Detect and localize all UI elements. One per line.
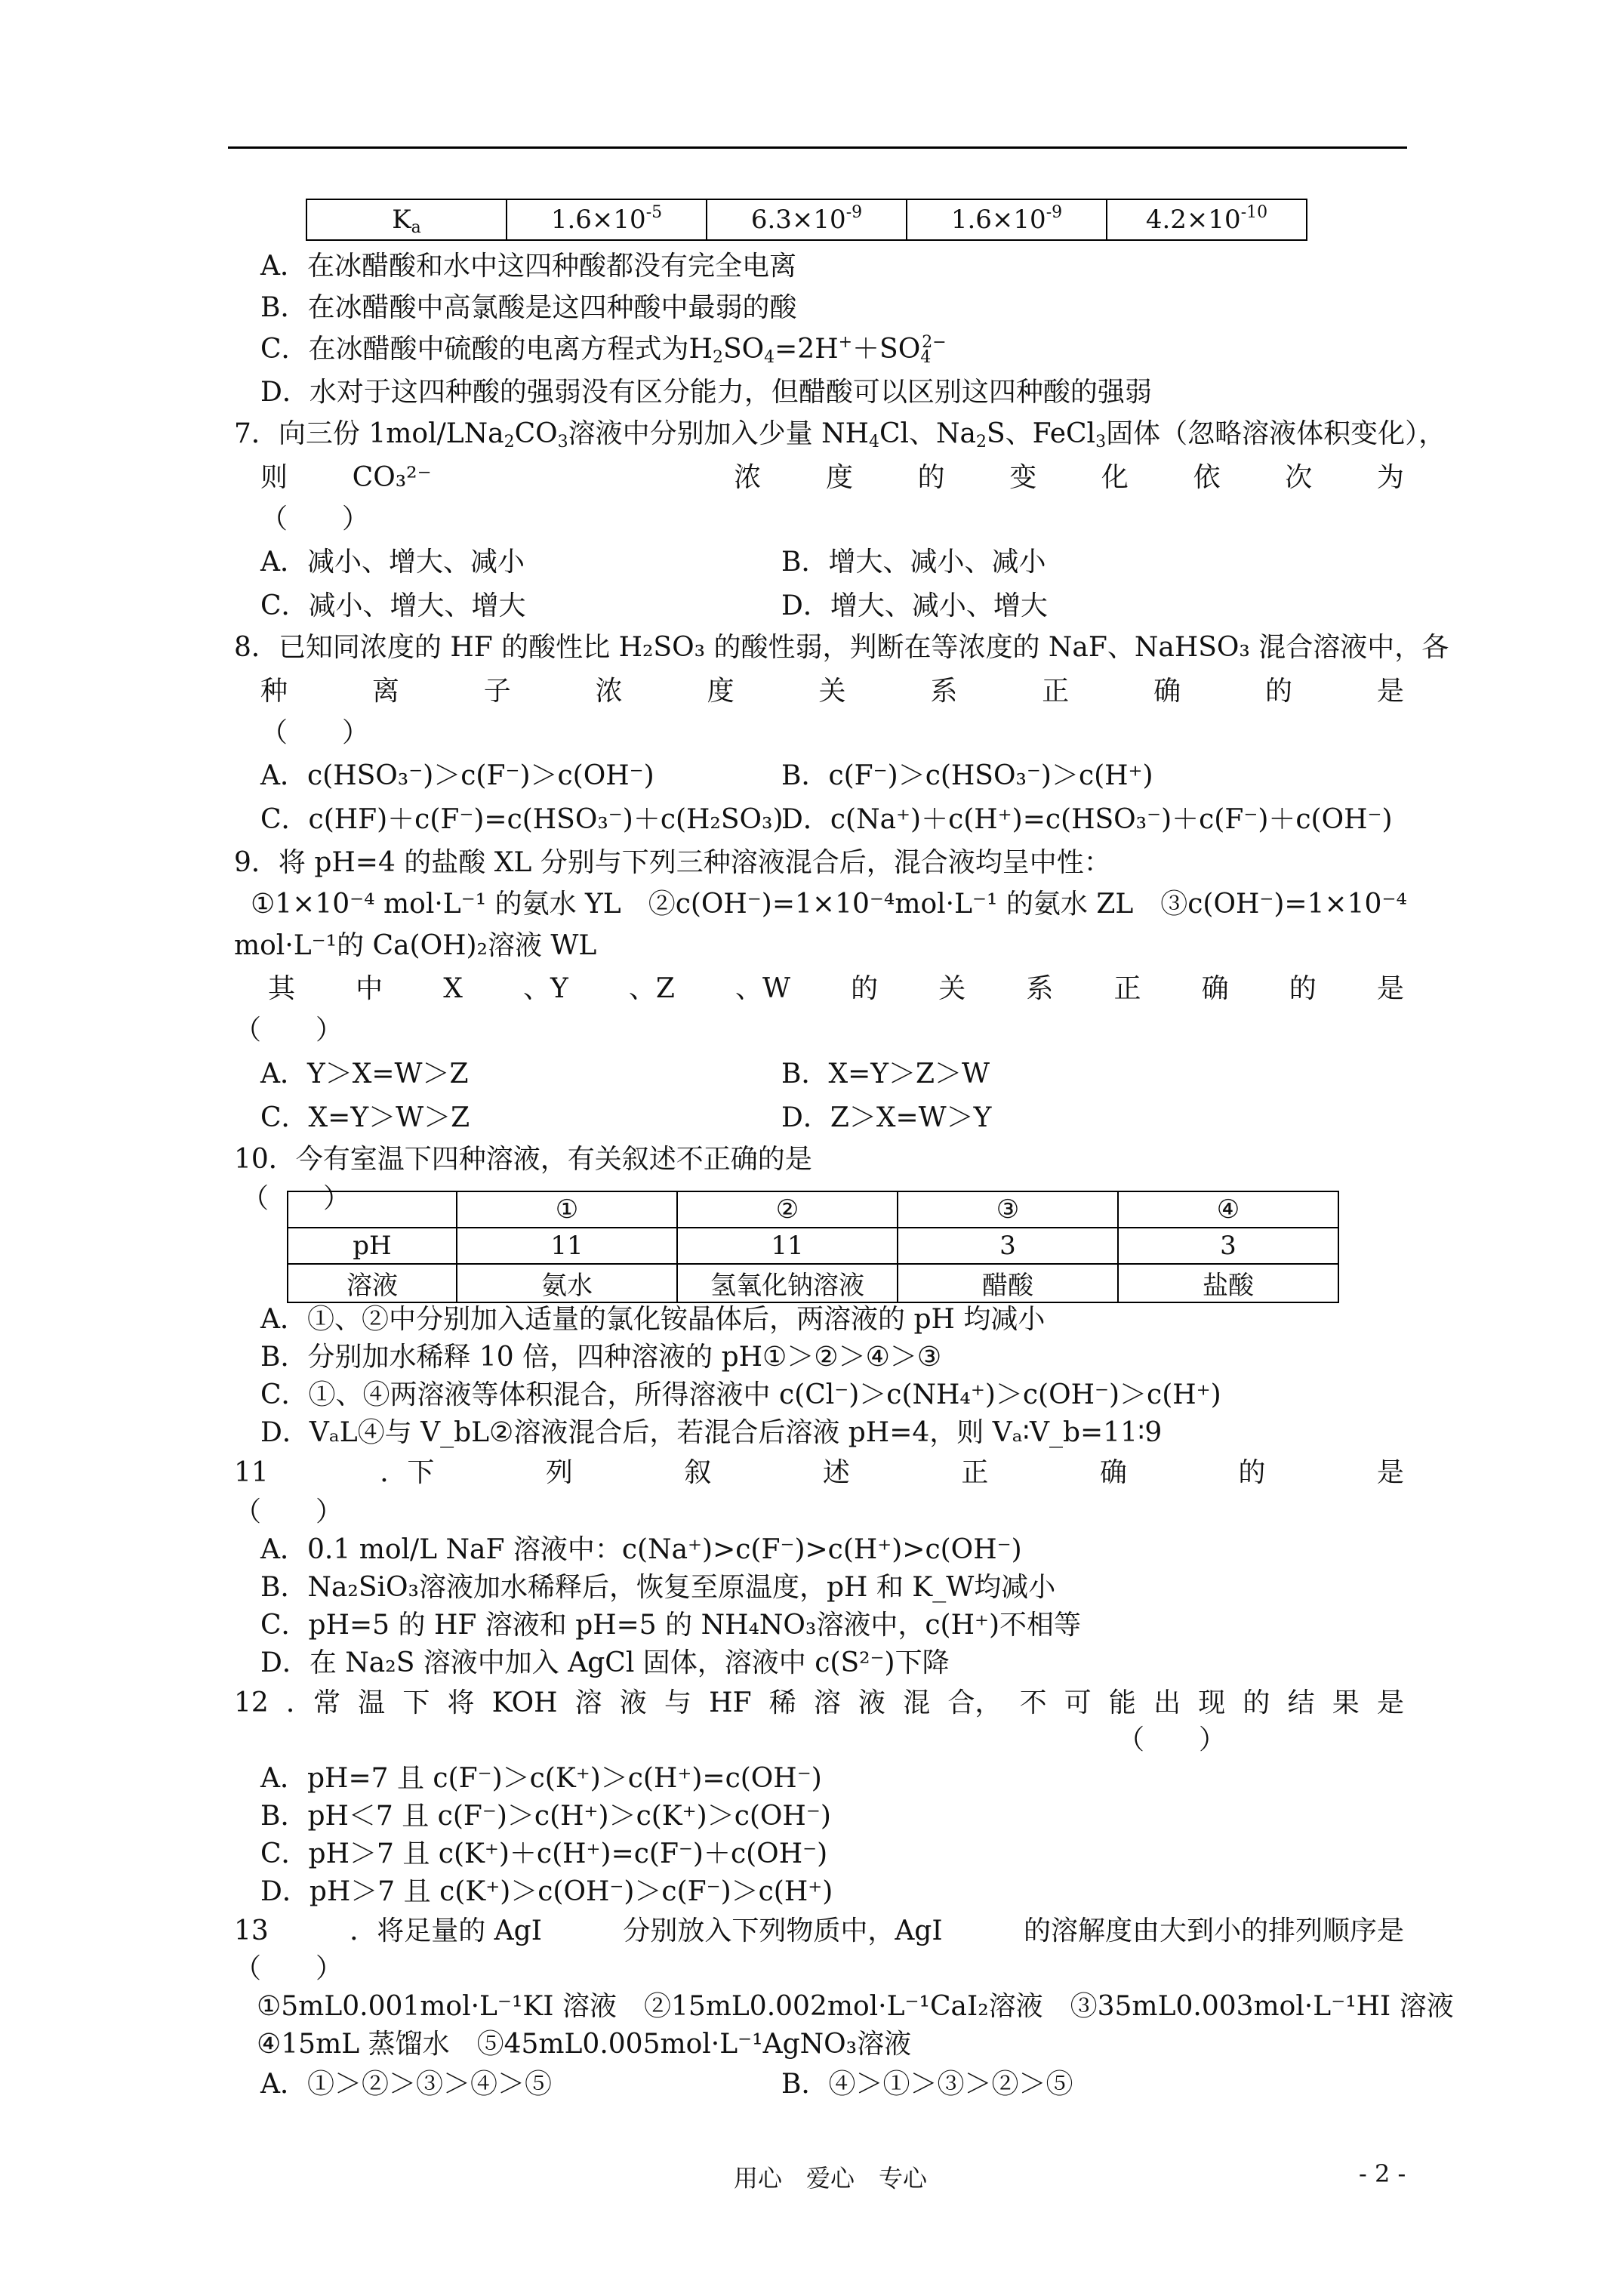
q10-table-cell: 盐酸 bbox=[1118, 1264, 1338, 1302]
q10-table-cell: ③ bbox=[898, 1191, 1118, 1228]
q13-stem: 13 ．将足量的 AgI 分别放入下列物质中，AgI 的溶解度由大到小的排列顺序是 bbox=[234, 1915, 1404, 1946]
q11-option-b: B．Na₂SiO₃溶液加水稀释后，恢复至原温度，pH 和 K_W均减小 bbox=[260, 1572, 1056, 1603]
q10-option-c: C．①、④两溶液等体积混合，所得溶液中 c(Cl⁻)＞c(NH₄⁺)＞c(OH⁻)＞c(H⁺) bbox=[260, 1379, 1221, 1410]
q6-option-c: C．在冰醋酸中硫酸的电离方程式为$H_2SO_4=2H^++SO_4^{2-}$ bbox=[260, 333, 947, 367]
q12-option-a: A．pH=7 且 c(F⁻)＞c(K⁺)＞c(H⁺)=c(OH⁻) bbox=[260, 1763, 822, 1794]
q10-table-cell: 3 bbox=[898, 1228, 1118, 1264]
ka-table bbox=[306, 199, 1307, 241]
ka-row-label: $K_a$ bbox=[306, 199, 507, 240]
q11-option-c: C．pH=5 的 HF 溶液和 pH=5 的 NH₄NO₃溶液中，c(H⁺)不相等 bbox=[260, 1610, 1082, 1641]
q9-option-a: A．Y＞X=W＞Z bbox=[260, 1059, 469, 1089]
ka-cell: $4.2\times 10^{-10}$ bbox=[1107, 199, 1307, 240]
q12-stem: 12 ．常 温 下 将 KOH 溶 液 与 HF 稀 溶 液 混 合， 不 可 能 出 现 的 结 果 是 bbox=[234, 1687, 1404, 1718]
q10-table-cell bbox=[288, 1191, 457, 1228]
q11-answer-paren: （ ） bbox=[234, 1496, 343, 1527]
header-rule bbox=[228, 146, 1407, 149]
q6-option-d: D．水对于这四种酸的强弱没有区分能力，但醋酸可以区别这四种酸的强弱 bbox=[260, 377, 1152, 408]
ka-cell: $1.6\times 10^{-5}$ bbox=[507, 199, 707, 240]
q12-option-b: B．pH＜7 且 c(F⁻)＞c(H⁺)＞c(K⁺)＞c(OH⁻) bbox=[260, 1801, 831, 1832]
q9-conditions: ①1×10⁻⁴ mol·L⁻¹ 的氨水 YL ②c(OH⁻)=1×10⁻⁴mol·L⁻¹ 的氨水 ZL ③c(OH⁻)=1×10⁻⁴ bbox=[251, 889, 1407, 920]
q10-table-cell: ① bbox=[457, 1191, 677, 1228]
q10-option-d: D．VₐL④与 V_bL②溶液混合后，若混合后溶液 pH=4，则 Vₐ∶V_b=11∶9 bbox=[260, 1417, 1163, 1448]
q10-table-cell: 溶液 bbox=[288, 1264, 457, 1302]
q9-option-d: D．Z＞X=W＞Y bbox=[781, 1102, 992, 1133]
q10-table-cell: 醋酸 bbox=[898, 1264, 1118, 1302]
q12-option-c: C．pH＞7 且 c(K⁺)＋c(H⁺)=c(F⁻)＋c(OH⁻) bbox=[260, 1838, 828, 1869]
q8-stem-line2: 种 离 子 浓 度 关 系 正 确 的 是 bbox=[260, 676, 1404, 707]
q11-option-d: D．在 Na₂S 溶液中加入 AgCl 固体，溶液中 c(S²⁻)下降 bbox=[260, 1647, 950, 1678]
q10-table-cell: pH bbox=[288, 1228, 457, 1264]
q10-table-cell: 氨水 bbox=[457, 1264, 677, 1302]
q11-stem: 11 ．下 列 叙 述 正 确 的 是 bbox=[234, 1457, 1404, 1488]
q9-option-c: C．X=Y＞W＞Z bbox=[260, 1102, 470, 1133]
q7-option-d: D．增大、减小、增大 bbox=[781, 590, 1048, 621]
q13-option-a: A．①＞②＞③＞④＞⑤ bbox=[260, 2069, 552, 2100]
q6-option-a: A．在冰醋酸和水中这四种酸都没有完全电离 bbox=[260, 251, 796, 282]
q12-option-d: D．pH＞7 且 c(K⁺)＞c(OH⁻)＞c(F⁻)＞c(H⁺) bbox=[260, 1876, 833, 1907]
ka-cell: $6.3\times 10^{-9}$ bbox=[707, 199, 907, 240]
q9-answer-paren: （ ） bbox=[234, 1015, 343, 1046]
q6-option-b: B．在冰醋酸中高氯酸是这四种酸中最弱的酸 bbox=[260, 292, 797, 323]
q9-stem-line4: 其 中 X 、Y 、Z 、W 的 关 系 正 确 的 是 bbox=[268, 973, 1404, 1004]
q12-answer-paren: （ ） bbox=[1117, 1724, 1227, 1755]
q7-stem: 7．向三份 $1mol/LNa_2CO_3$溶液中分别加入少量 $NH_4Cl$、$Na_2S$、FeCl$_3$固体（忽略溶液体积变化）， bbox=[234, 418, 1446, 451]
q9-stem: 9．将 pH=4 的盐酸 XL 分别与下列三种溶液混合后，混合液均呈中性： bbox=[234, 847, 1111, 878]
q9-option-b: B．X=Y＞Z＞W bbox=[781, 1059, 990, 1089]
q7-answer-paren: （ ） bbox=[260, 504, 370, 535]
q10-table bbox=[287, 1191, 1339, 1303]
q13-option-b: B．④＞①＞③＞②＞⑤ bbox=[781, 2069, 1073, 2100]
q10-option-a: A．①、②中分别加入适量的氯化铵晶体后，两溶液的 pH 均减小 bbox=[260, 1304, 1046, 1335]
q10-table-cell: ④ bbox=[1118, 1191, 1338, 1228]
q10-table-cell: 氢氧化钠溶液 bbox=[677, 1264, 898, 1302]
q7-option-c: C．减小、增大、增大 bbox=[260, 590, 526, 621]
q8-option-c: C．c(HF)＋c(F⁻)=c(HSO₃⁻)＋c(H₂SO₃) bbox=[260, 804, 784, 835]
q7-option-a: A．减小、增大、减小 bbox=[260, 547, 525, 578]
q10-option-b: B．分别加水稀释 10 倍，四种溶液的 pH①＞②＞④＞③ bbox=[260, 1342, 942, 1373]
q10-table-cell: 3 bbox=[1118, 1228, 1338, 1264]
page-number: - 2 - bbox=[1359, 2159, 1406, 2188]
q13-substances: ①5mL0.001mol·L⁻¹KI 溶液 ②15mL0.002mol·L⁻¹CaI₂溶液 ③35mL0.003mol·L⁻¹HI 溶液 bbox=[257, 1991, 1454, 2022]
q7-stem-line2: 则 CO₃²⁻ 浓 度 的 变 化 依 次 为 bbox=[260, 462, 1404, 493]
q10-answer-paren: （ ） bbox=[242, 1183, 351, 1214]
q10-table-cell: 11 bbox=[677, 1228, 898, 1264]
footer-motto: 用心 爱心 专心 bbox=[734, 2164, 928, 2193]
q8-answer-paren: （ ） bbox=[260, 717, 370, 748]
q13-answer-paren: （ ） bbox=[234, 1953, 343, 1984]
q8-stem: 8．已知同浓度的 HF 的酸性比 H₂SO₃ 的酸性弱，判断在等浓度的 NaF、NaHSO₃ 混合溶液中，各 bbox=[234, 632, 1449, 663]
q8-option-a: A．c(HSO₃⁻)＞c(F⁻)＞c(OH⁻) bbox=[260, 760, 654, 791]
q10-stem: 10．今有室温下四种溶液，有关叙述不正确的是 bbox=[234, 1144, 812, 1175]
q9-conditions-cont: mol·L⁻¹的 Ca(OH)₂溶液 WL bbox=[234, 930, 597, 961]
q11-option-a: A．0.1 mol/L NaF 溶液中：c(Na⁺)>c(F⁻)>c(H⁺)>c(OH⁻) bbox=[260, 1534, 1022, 1565]
q8-option-d: D．c(Na⁺)＋c(H⁺)=c(HSO₃⁻)＋c(F⁻)＋c(OH⁻) bbox=[781, 804, 1393, 835]
ka-cell: $1.6\times 10^{-9}$ bbox=[907, 199, 1107, 240]
q10-table-cell: ② bbox=[677, 1191, 898, 1228]
q7-option-b: B．增大、减小、减小 bbox=[781, 547, 1046, 578]
q10-table-cell: 11 bbox=[457, 1228, 677, 1264]
q13-substances-cont: ④15mL 蒸馏水 ⑤45mL0.005mol·L⁻¹AgNO₃溶液 bbox=[257, 2029, 912, 2060]
q8-option-b: B．c(F⁻)＞c(HSO₃⁻)＞c(H⁺) bbox=[781, 760, 1153, 791]
